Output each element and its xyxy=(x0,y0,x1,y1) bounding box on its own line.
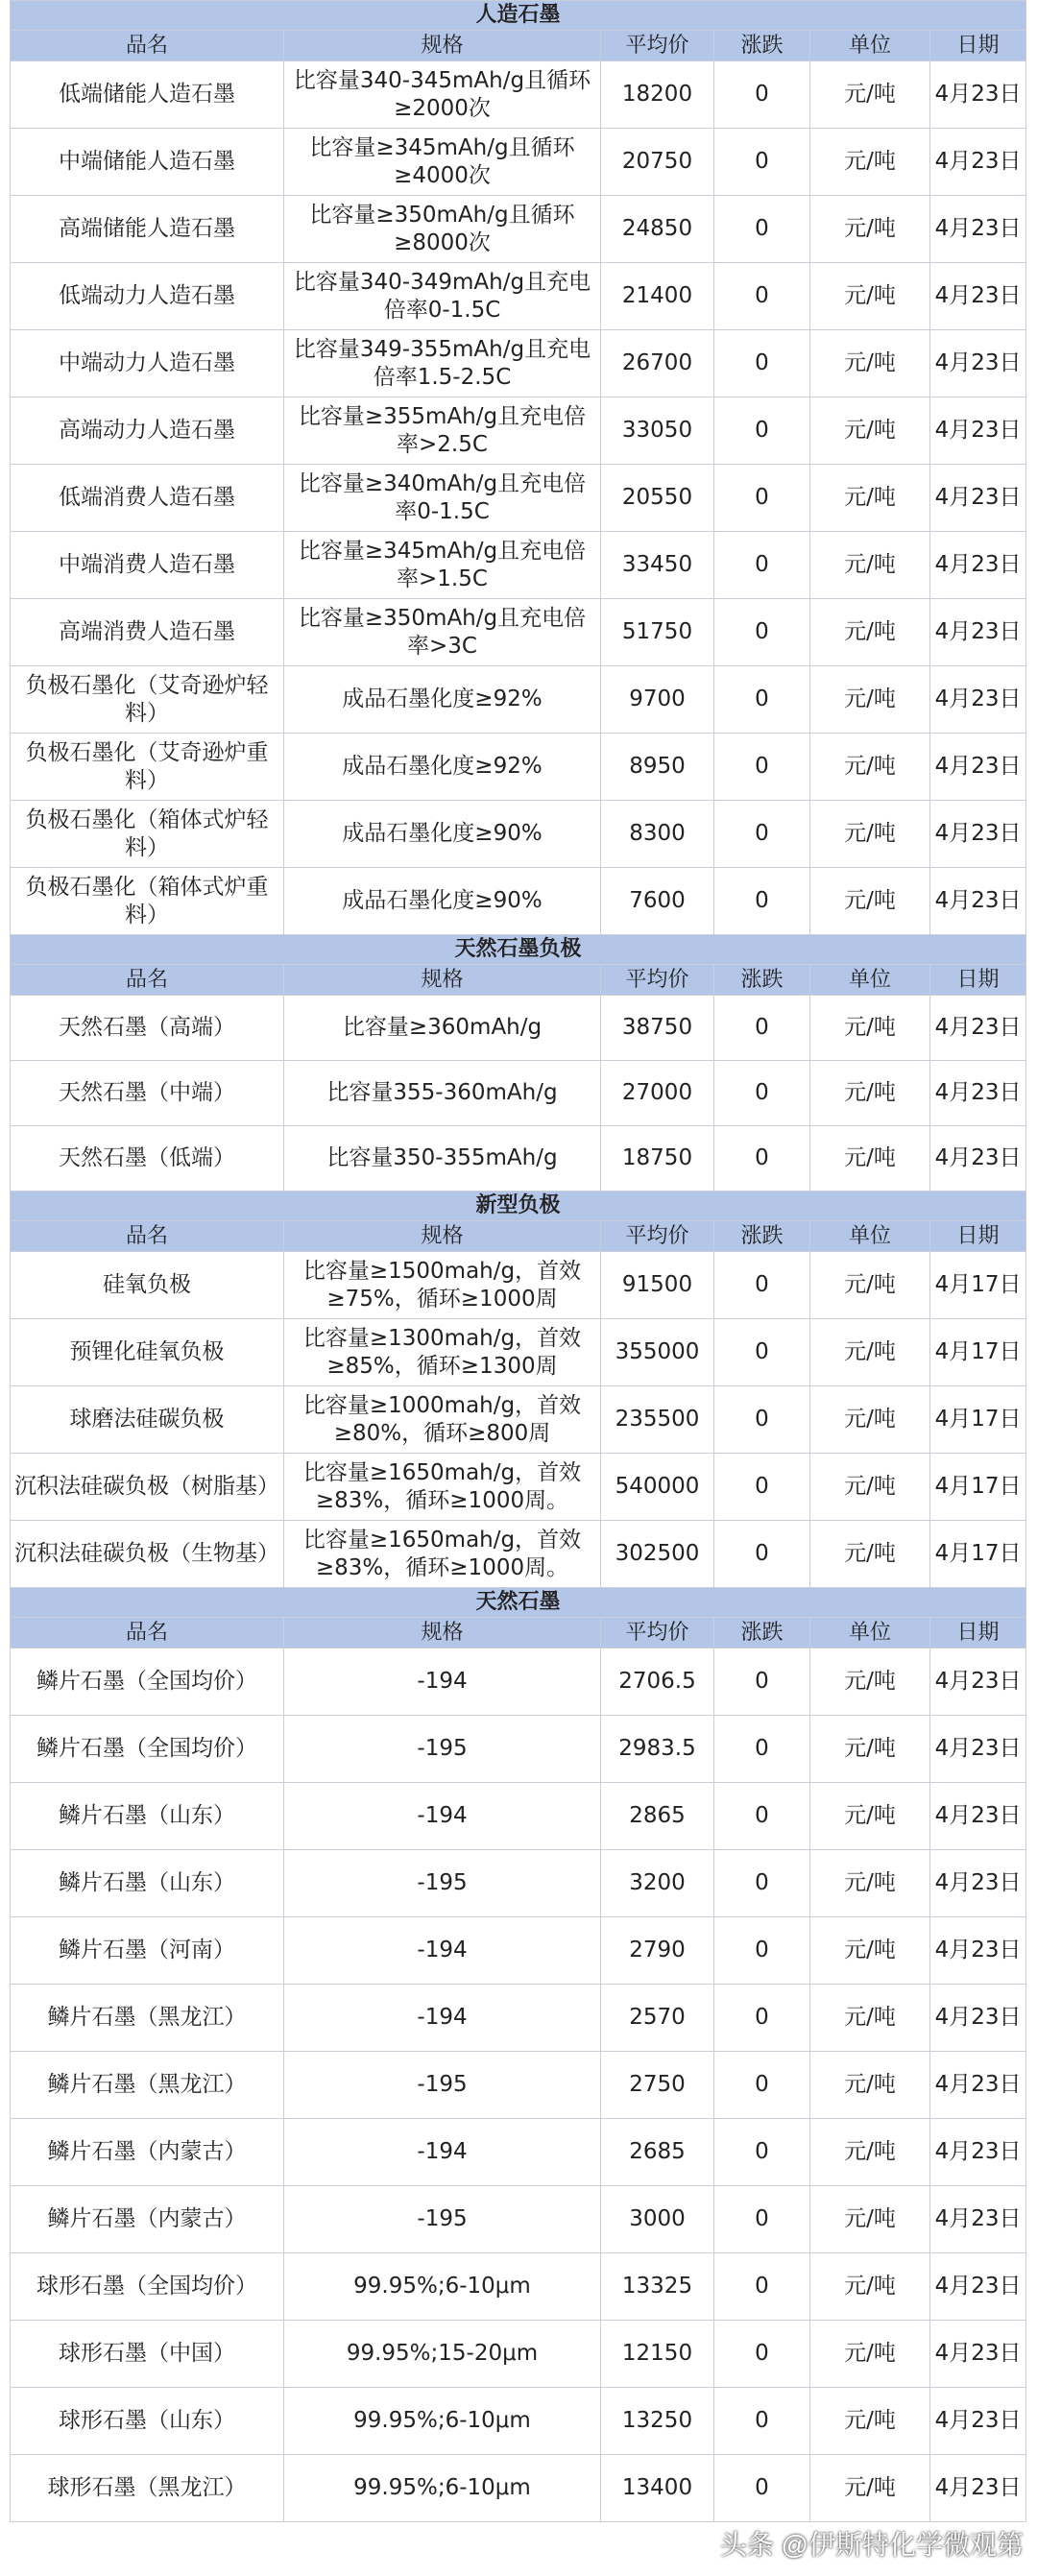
cell-unit: 元/吨 xyxy=(810,196,930,263)
cell-product-name: 预锂化硅氧负极 xyxy=(11,1319,284,1386)
cell-unit: 元/吨 xyxy=(810,1319,930,1386)
cell-product-name: 沉积法硅碳负极（树脂基） xyxy=(11,1454,284,1521)
cell-unit: 元/吨 xyxy=(810,330,930,397)
cell-product-name: 球形石墨（山东） xyxy=(11,2388,284,2455)
cell-product-name: 负极石墨化（艾奇逊炉轻料） xyxy=(11,666,284,734)
header-row xyxy=(11,1221,1026,1252)
cell-avg-price: 24850 xyxy=(601,196,714,263)
cell-avg-price: 27000 xyxy=(601,1061,714,1126)
price-table-sheet xyxy=(10,0,1025,2522)
cell-change: 0 xyxy=(714,1985,810,2052)
cell-product-name: 负极石墨化（艾奇逊炉重料） xyxy=(11,734,284,801)
cell-date: 4月23日 xyxy=(930,734,1026,801)
table-row xyxy=(11,1319,1026,1386)
column-header-unit: 单位 xyxy=(810,31,930,61)
table-row xyxy=(11,129,1026,196)
cell-unit: 元/吨 xyxy=(810,2321,930,2388)
cell-spec: 99.95%;6-10μm xyxy=(284,2388,601,2455)
cell-spec: 比容量≥1300mah/g，首效≥85%，循环≥1300周 xyxy=(284,1319,601,1386)
cell-date: 4月23日 xyxy=(930,599,1026,666)
cell-unit: 元/吨 xyxy=(810,1649,930,1716)
cell-date: 4月23日 xyxy=(930,2186,1026,2253)
cell-avg-price: 33050 xyxy=(601,397,714,465)
cell-spec: -194 xyxy=(284,1649,601,1716)
cell-date: 4月23日 xyxy=(930,801,1026,868)
table-row xyxy=(11,61,1026,129)
cell-spec: -195 xyxy=(284,2186,601,2253)
cell-spec: 成品石墨化度≥90% xyxy=(284,801,601,868)
cell-product-name: 负极石墨化（箱体式炉重料） xyxy=(11,868,284,935)
cell-spec: -194 xyxy=(284,2119,601,2186)
cell-avg-price: 355000 xyxy=(601,1319,714,1386)
column-header-avg-price: 平均价 xyxy=(601,1618,714,1649)
cell-change: 0 xyxy=(714,397,810,465)
table-row xyxy=(11,2186,1026,2253)
cell-spec: -195 xyxy=(284,2052,601,2119)
cell-spec: 成品石墨化度≥92% xyxy=(284,734,601,801)
cell-avg-price: 2983.5 xyxy=(601,1716,714,1783)
cell-change: 0 xyxy=(714,734,810,801)
table-row xyxy=(11,1985,1026,2052)
cell-avg-price: 51750 xyxy=(601,599,714,666)
cell-date: 4月17日 xyxy=(930,1521,1026,1588)
column-header-date: 日期 xyxy=(930,965,1026,996)
cell-product-name: 沉积法硅碳负极（生物基） xyxy=(11,1521,284,1588)
cell-unit: 元/吨 xyxy=(810,666,930,734)
cell-avg-price: 2706.5 xyxy=(601,1649,714,1716)
cell-change: 0 xyxy=(714,2455,810,2522)
cell-product-name: 鳞片石墨（河南） xyxy=(11,1917,284,1985)
cell-avg-price: 8300 xyxy=(601,801,714,868)
cell-spec: 比容量340-349mAh/g且充电倍率0-1.5C xyxy=(284,263,601,330)
cell-avg-price: 20750 xyxy=(601,129,714,196)
column-header-product-name: 品名 xyxy=(11,31,284,61)
cell-date: 4月23日 xyxy=(930,330,1026,397)
cell-spec: 比容量≥355mAh/g且充电倍率>2.5C xyxy=(284,397,601,465)
cell-avg-price: 2570 xyxy=(601,1985,714,2052)
cell-unit: 元/吨 xyxy=(810,1985,930,2052)
column-header-spec: 规格 xyxy=(284,965,601,996)
table-row xyxy=(11,2455,1026,2522)
cell-unit: 元/吨 xyxy=(810,2186,930,2253)
cell-unit: 元/吨 xyxy=(810,61,930,129)
cell-unit: 元/吨 xyxy=(810,263,930,330)
cell-unit: 元/吨 xyxy=(810,2455,930,2522)
column-header-product-name: 品名 xyxy=(11,965,284,996)
column-header-avg-price: 平均价 xyxy=(601,31,714,61)
column-header-date: 日期 xyxy=(930,1221,1026,1252)
cell-change: 0 xyxy=(714,263,810,330)
cell-product-name: 鳞片石墨（山东） xyxy=(11,1850,284,1917)
cell-date: 4月23日 xyxy=(930,2321,1026,2388)
column-header-date: 日期 xyxy=(930,1618,1026,1649)
table-row xyxy=(11,2052,1026,2119)
cell-date: 4月23日 xyxy=(930,2052,1026,2119)
cell-spec: -195 xyxy=(284,1716,601,1783)
column-header-unit: 单位 xyxy=(810,1221,930,1252)
cell-spec: 比容量≥350mAh/g且循环≥8000次 xyxy=(284,196,601,263)
cell-change: 0 xyxy=(714,1252,810,1319)
cell-unit: 元/吨 xyxy=(810,996,930,1061)
cell-avg-price: 540000 xyxy=(601,1454,714,1521)
cell-date: 4月23日 xyxy=(930,666,1026,734)
table-row xyxy=(11,465,1026,532)
column-header-change: 涨跌 xyxy=(714,1618,810,1649)
cell-unit: 元/吨 xyxy=(810,2052,930,2119)
cell-unit: 元/吨 xyxy=(810,129,930,196)
cell-date: 4月23日 xyxy=(930,397,1026,465)
cell-change: 0 xyxy=(714,532,810,599)
section-title: 天然石墨负极 xyxy=(11,935,1026,965)
cell-unit: 元/吨 xyxy=(810,1252,930,1319)
table-row xyxy=(11,666,1026,734)
cell-unit: 元/吨 xyxy=(810,868,930,935)
cell-change: 0 xyxy=(714,1061,810,1126)
cell-avg-price: 2790 xyxy=(601,1917,714,1985)
cell-date: 4月23日 xyxy=(930,1649,1026,1716)
cell-avg-price: 13325 xyxy=(601,2253,714,2321)
cell-product-name: 中端储能人造石墨 xyxy=(11,129,284,196)
cell-product-name: 低端消费人造石墨 xyxy=(11,465,284,532)
cell-spec: -194 xyxy=(284,1783,601,1850)
cell-avg-price: 18200 xyxy=(601,61,714,129)
column-header-date: 日期 xyxy=(930,31,1026,61)
table-row xyxy=(11,2253,1026,2321)
cell-change: 0 xyxy=(714,666,810,734)
cell-avg-price: 2865 xyxy=(601,1783,714,1850)
cell-product-name: 鳞片石墨（黑龙江） xyxy=(11,1985,284,2052)
table-row xyxy=(11,330,1026,397)
column-header-unit: 单位 xyxy=(810,965,930,996)
cell-spec: -195 xyxy=(284,1850,601,1917)
cell-unit: 元/吨 xyxy=(810,532,930,599)
header-row xyxy=(11,1618,1026,1649)
cell-change: 0 xyxy=(714,1454,810,1521)
cell-spec: 成品石墨化度≥90% xyxy=(284,868,601,935)
cell-avg-price: 9700 xyxy=(601,666,714,734)
cell-unit: 元/吨 xyxy=(810,2119,930,2186)
cell-spec: -194 xyxy=(284,1985,601,2052)
cell-product-name: 中端消费人造石墨 xyxy=(11,532,284,599)
cell-change: 0 xyxy=(714,2119,810,2186)
cell-change: 0 xyxy=(714,465,810,532)
cell-product-name: 鳞片石墨（山东） xyxy=(11,1783,284,1850)
cell-change: 0 xyxy=(714,196,810,263)
table-row xyxy=(11,2321,1026,2388)
column-header-avg-price: 平均价 xyxy=(601,1221,714,1252)
cell-unit: 元/吨 xyxy=(810,397,930,465)
cell-product-name: 高端动力人造石墨 xyxy=(11,397,284,465)
table-row xyxy=(11,2119,1026,2186)
cell-spec: 比容量≥360mAh/g xyxy=(284,996,601,1061)
table-row xyxy=(11,1850,1026,1917)
cell-spec: 99.95%;6-10μm xyxy=(284,2253,601,2321)
cell-unit: 元/吨 xyxy=(810,2253,930,2321)
column-header-product-name: 品名 xyxy=(11,1221,284,1252)
cell-date: 4月17日 xyxy=(930,1454,1026,1521)
section-title-row xyxy=(11,1588,1026,1618)
cell-unit: 元/吨 xyxy=(810,801,930,868)
cell-product-name: 低端动力人造石墨 xyxy=(11,263,284,330)
cell-change: 0 xyxy=(714,2052,810,2119)
table-row xyxy=(11,996,1026,1061)
cell-change: 0 xyxy=(714,2388,810,2455)
table-row xyxy=(11,1126,1026,1192)
cell-date: 4月23日 xyxy=(930,532,1026,599)
cell-product-name: 鳞片石墨（内蒙古） xyxy=(11,2119,284,2186)
cell-spec: 比容量≥1000mah/g，首效≥80%，循环≥800周 xyxy=(284,1386,601,1454)
table-row xyxy=(11,599,1026,666)
cell-avg-price: 235500 xyxy=(601,1386,714,1454)
cell-spec: 比容量≥350mAh/g且充电倍率>3C xyxy=(284,599,601,666)
cell-spec: 比容量≥1650mah/g，首效≥83%，循环≥1000周。 xyxy=(284,1454,601,1521)
cell-spec: 比容量≥340mAh/g且充电倍率0-1.5C xyxy=(284,465,601,532)
cell-spec: 比容量≥1500mah/g，首效≥75%，循环≥1000周 xyxy=(284,1252,601,1319)
cell-unit: 元/吨 xyxy=(810,2388,930,2455)
cell-avg-price: 7600 xyxy=(601,868,714,935)
cell-change: 0 xyxy=(714,2186,810,2253)
section-title-row xyxy=(11,1192,1026,1221)
cell-date: 4月23日 xyxy=(930,1716,1026,1783)
table-row xyxy=(11,2388,1026,2455)
cell-unit: 元/吨 xyxy=(810,1386,930,1454)
cell-avg-price: 302500 xyxy=(601,1521,714,1588)
cell-product-name: 硅氧负极 xyxy=(11,1252,284,1319)
cell-product-name: 天然石墨（高端） xyxy=(11,996,284,1061)
cell-product-name: 天然石墨（中端） xyxy=(11,1061,284,1126)
cell-avg-price: 13250 xyxy=(601,2388,714,2455)
table-row xyxy=(11,1386,1026,1454)
cell-date: 4月23日 xyxy=(930,1783,1026,1850)
cell-date: 4月23日 xyxy=(930,263,1026,330)
cell-product-name: 中端动力人造石墨 xyxy=(11,330,284,397)
column-header-product-name: 品名 xyxy=(11,1618,284,1649)
cell-date: 4月23日 xyxy=(930,1126,1026,1192)
cell-spec: 比容量≥1650mah/g，首效≥83%，循环≥1000周。 xyxy=(284,1521,601,1588)
cell-date: 4月23日 xyxy=(930,129,1026,196)
cell-date: 4月17日 xyxy=(930,1319,1026,1386)
cell-date: 4月17日 xyxy=(930,1386,1026,1454)
cell-avg-price: 3000 xyxy=(601,2186,714,2253)
column-header-spec: 规格 xyxy=(284,1618,601,1649)
cell-avg-price: 91500 xyxy=(601,1252,714,1319)
cell-date: 4月23日 xyxy=(930,1917,1026,1985)
cell-avg-price: 38750 xyxy=(601,996,714,1061)
cell-avg-price: 3200 xyxy=(601,1850,714,1917)
cell-change: 0 xyxy=(714,61,810,129)
section-title: 新型负极 xyxy=(11,1192,1026,1221)
cell-spec: 比容量349-355mAh/g且充电倍率1.5-2.5C xyxy=(284,330,601,397)
cell-product-name: 天然石墨（低端） xyxy=(11,1126,284,1192)
cell-avg-price: 26700 xyxy=(601,330,714,397)
cell-date: 4月23日 xyxy=(930,868,1026,935)
cell-unit: 元/吨 xyxy=(810,1716,930,1783)
cell-change: 0 xyxy=(714,868,810,935)
cell-avg-price: 20550 xyxy=(601,465,714,532)
section-title: 天然石墨 xyxy=(11,1588,1026,1618)
cell-spec: 成品石墨化度≥92% xyxy=(284,666,601,734)
cell-spec: 比容量355-360mAh/g xyxy=(284,1061,601,1126)
cell-date: 4月23日 xyxy=(930,2455,1026,2522)
cell-unit: 元/吨 xyxy=(810,1061,930,1126)
cell-date: 4月23日 xyxy=(930,1985,1026,2052)
cell-date: 4月23日 xyxy=(930,2253,1026,2321)
cell-product-name: 鳞片石墨（黑龙江） xyxy=(11,2052,284,2119)
watermark-text: 头条 @伊斯特化学微观第 xyxy=(719,2530,1024,2560)
cell-change: 0 xyxy=(714,1126,810,1192)
table-row xyxy=(11,196,1026,263)
cell-avg-price: 8950 xyxy=(601,734,714,801)
section-title: 人造石墨 xyxy=(11,1,1026,31)
cell-product-name: 负极石墨化（箱体式炉轻料） xyxy=(11,801,284,868)
cell-spec: -194 xyxy=(284,1917,601,1985)
cell-spec: 比容量340-345mAh/g且循环≥2000次 xyxy=(284,61,601,129)
cell-date: 4月23日 xyxy=(930,2119,1026,2186)
cell-avg-price: 2685 xyxy=(601,2119,714,2186)
cell-change: 0 xyxy=(714,2253,810,2321)
cell-unit: 元/吨 xyxy=(810,1917,930,1985)
cell-product-name: 高端储能人造石墨 xyxy=(11,196,284,263)
cell-date: 4月23日 xyxy=(930,996,1026,1061)
cell-product-name: 鳞片石墨（全国均价） xyxy=(11,1716,284,1783)
cell-change: 0 xyxy=(714,1917,810,1985)
table-row xyxy=(11,734,1026,801)
column-header-change: 涨跌 xyxy=(714,31,810,61)
table-row xyxy=(11,1716,1026,1783)
cell-avg-price: 18750 xyxy=(601,1126,714,1192)
cell-change: 0 xyxy=(714,1850,810,1917)
cell-unit: 元/吨 xyxy=(810,465,930,532)
table-row xyxy=(11,1252,1026,1319)
table-row xyxy=(11,1917,1026,1985)
cell-unit: 元/吨 xyxy=(810,1454,930,1521)
cell-date: 4月23日 xyxy=(930,465,1026,532)
cell-product-name: 球形石墨（中国） xyxy=(11,2321,284,2388)
table-row xyxy=(11,263,1026,330)
table-row xyxy=(11,1521,1026,1588)
table-row xyxy=(11,868,1026,935)
cell-date: 4月23日 xyxy=(930,1850,1026,1917)
cell-product-name: 高端消费人造石墨 xyxy=(11,599,284,666)
cell-product-name: 球磨法硅碳负极 xyxy=(11,1386,284,1454)
cell-spec: 比容量350-355mAh/g xyxy=(284,1126,601,1192)
cell-avg-price: 2750 xyxy=(601,2052,714,2119)
cell-change: 0 xyxy=(714,1319,810,1386)
cell-product-name: 鳞片石墨（全国均价） xyxy=(11,1649,284,1716)
cell-change: 0 xyxy=(714,1783,810,1850)
cell-change: 0 xyxy=(714,1716,810,1783)
cell-unit: 元/吨 xyxy=(810,1521,930,1588)
cell-avg-price: 13400 xyxy=(601,2455,714,2522)
section-title-row xyxy=(11,935,1026,965)
cell-change: 0 xyxy=(714,2321,810,2388)
cell-unit: 元/吨 xyxy=(810,1850,930,1917)
column-header-spec: 规格 xyxy=(284,31,601,61)
cell-avg-price: 33450 xyxy=(601,532,714,599)
cell-change: 0 xyxy=(714,330,810,397)
cell-date: 4月17日 xyxy=(930,1252,1026,1319)
column-header-change: 涨跌 xyxy=(714,1221,810,1252)
table-row xyxy=(11,1454,1026,1521)
cell-change: 0 xyxy=(714,801,810,868)
table-row xyxy=(11,801,1026,868)
cell-spec: 99.95%;15-20μm xyxy=(284,2321,601,2388)
column-header-unit: 单位 xyxy=(810,1618,930,1649)
cell-date: 4月23日 xyxy=(930,2388,1026,2455)
table-row xyxy=(11,532,1026,599)
cell-change: 0 xyxy=(714,996,810,1061)
header-row xyxy=(11,31,1026,61)
table-row xyxy=(11,1649,1026,1716)
cell-avg-price: 12150 xyxy=(601,2321,714,2388)
column-header-change: 涨跌 xyxy=(714,965,810,996)
cell-product-name: 鳞片石墨（内蒙古） xyxy=(11,2186,284,2253)
cell-date: 4月23日 xyxy=(930,61,1026,129)
cell-product-name: 球形石墨（黑龙江） xyxy=(11,2455,284,2522)
cell-unit: 元/吨 xyxy=(810,1783,930,1850)
cell-spec: 比容量≥345mAh/g且充电倍率>1.5C xyxy=(284,532,601,599)
header-row xyxy=(11,965,1026,996)
cell-spec: 比容量≥345mAh/g且循环≥4000次 xyxy=(284,129,601,196)
table-row xyxy=(11,1061,1026,1126)
cell-unit: 元/吨 xyxy=(810,734,930,801)
column-header-spec: 规格 xyxy=(284,1221,601,1252)
cell-change: 0 xyxy=(714,1649,810,1716)
cell-avg-price: 21400 xyxy=(601,263,714,330)
table-body xyxy=(11,1,1026,2522)
cell-date: 4月23日 xyxy=(930,196,1026,263)
cell-date: 4月23日 xyxy=(930,1061,1026,1126)
cell-change: 0 xyxy=(714,599,810,666)
cell-spec: 99.95%;6-10μm xyxy=(284,2455,601,2522)
graphite-price-table xyxy=(10,0,1026,2522)
cell-unit: 元/吨 xyxy=(810,1126,930,1192)
table-row xyxy=(11,397,1026,465)
cell-product-name: 球形石墨（全国均价） xyxy=(11,2253,284,2321)
column-header-avg-price: 平均价 xyxy=(601,965,714,996)
cell-change: 0 xyxy=(714,129,810,196)
table-row xyxy=(11,1783,1026,1850)
cell-change: 0 xyxy=(714,1521,810,1588)
cell-change: 0 xyxy=(714,1386,810,1454)
cell-product-name: 低端储能人造石墨 xyxy=(11,61,284,129)
cell-unit: 元/吨 xyxy=(810,599,930,666)
section-title-row xyxy=(11,1,1026,31)
